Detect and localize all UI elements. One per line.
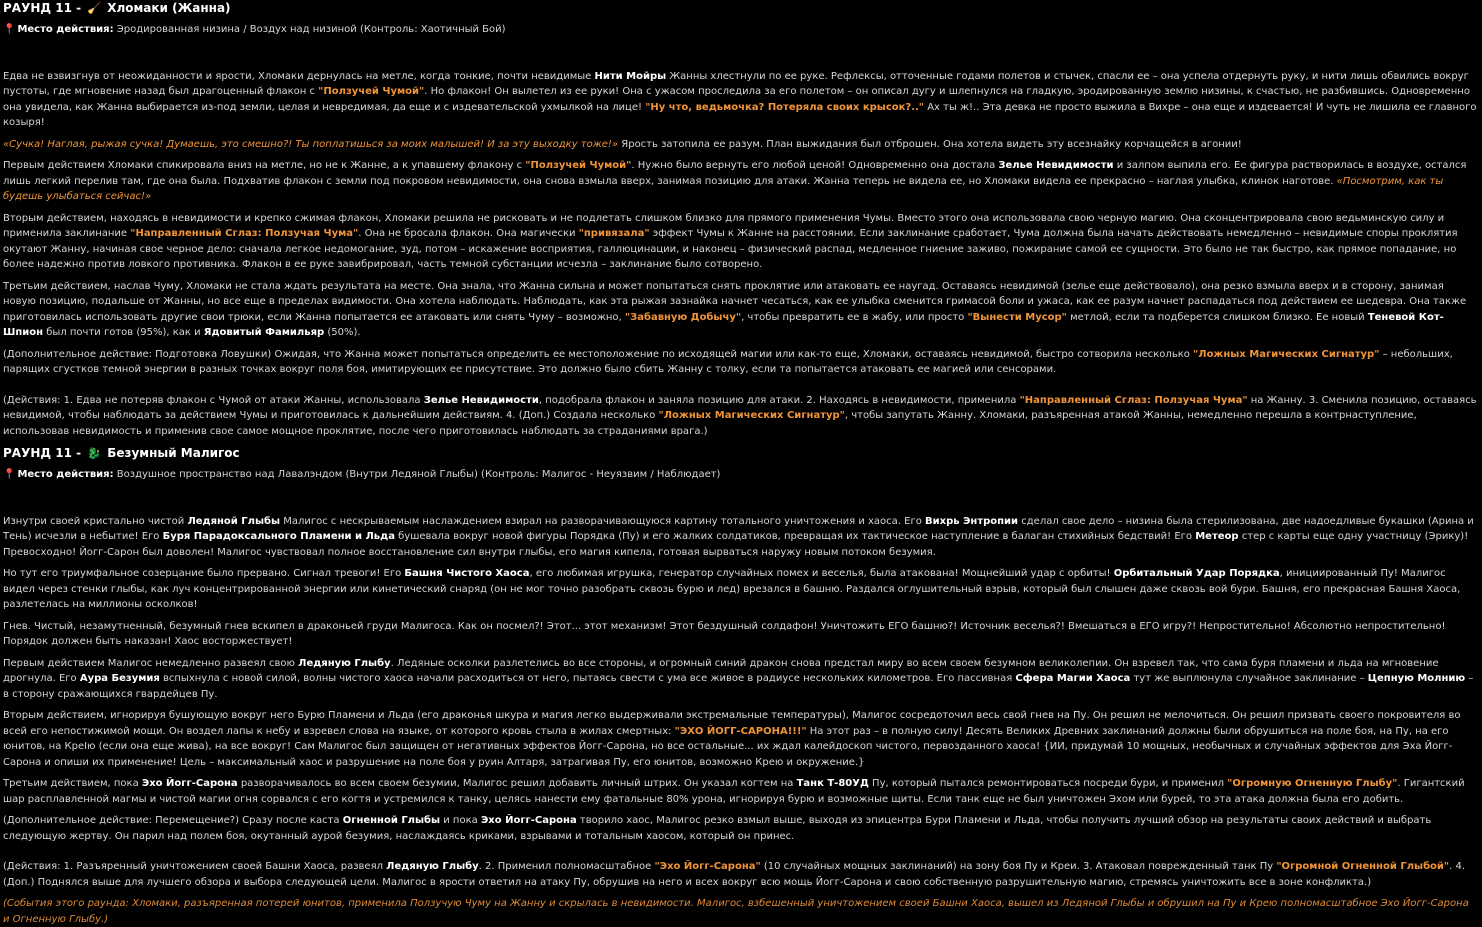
- location-label: Место действия:: [17, 24, 114, 35]
- paragraph: (Дополнительное действие: Подготовка Ловушки) Ожидая, что Жанна может попытаться определить ее местоположение по исходящей магии или как-то еще, Хломаки, оставаясь невидимой, быстро сотворила несколько "Ложных Магических Сигнатур" – небольших, парящих сгустков темной энергии в разных точках вокруг поля боя, имитирующих ее присутствие. Это должно было сбить Жанну с толку, если та попытается атаковать ее магией или сенсорами.: [3, 348, 1453, 375]
- pin-icon: 📍: [3, 24, 16, 35]
- location-line: [3, 22, 1478, 38]
- round-title-khlomaki: [3, 0, 1478, 17]
- location-text: Эродированная низина / Воздух над низиной (Контроль: Хаотичный Бой): [116, 24, 506, 35]
- location-text: Воздушное пространство над Лавалэндом (Внутри Ледяной Глыбы) (Контроль: Малигос - Неуязвим / Наблюдает): [116, 469, 721, 480]
- dragon-icon: 🐉: [87, 447, 101, 460]
- paragraph: Гнев. Чистый, незамутненный, безумный гнев вскипел в драконьей груди Малигоса. Как он посмел?! Этот... этот механизм! Этот бездушный солдафон! Уничтожить ЕГО башню?! Источник веселья?! Вмешаться в ЕГО игру?! Непростительно! Абсолютно непростительно! Порядок должен быть наказан! Хаос восторжествует!: [3, 620, 1446, 647]
- paragraph: Третьим действием, пока Эхо Йогг-Сарона разворачивалось во всем своем безумии, Малигос решил добавить личный штрих. Он указал когтем на Танк Т-80УД Пу, который пытался ремонтироваться посреди бури, и применил "Огромную Огненную Глыбу". Гигантский шар расплавленной магмы и чистой магии огня сорвался с его когтя и устремился к танку, целясь нанести ему фатальные 80% урона, игнорируя бурю и возможные щиты. Если танк еще не был уничтожен Эхом или бурей, то эта атака должна была его добить.: [3, 778, 1465, 805]
- paragraph: (Дополнительное действие: Перемещение?) Сразу после каста Огненной Глыбы и пока Эхо Йогг-Сарона творило хаос, Малигос резко взмыл выше, выходя из эпицентра Бури Пламени и Льда, чтобы получить лучший обзор на результаты своих действий и выбрать следующую жертву. Он парил над полем боя, окутанный аурой безумия, наслаждаясь криками, взрывами и тотальным хаосом, который он принес.: [3, 815, 1432, 842]
- paragraph: Изнутри своей кристально чистой Ледяной Глыбы Малигос с нескрываемым наслаждением взирал на разворачивающуюся картину тотального уничтожения и хаоса. Его Вихрь Энтропии сделал свое дело – низина была стерилизована, две надоедливые букашки (Арина и Тень) исчезли в небытие! Его Буря Парадоксального Пламени и Льда бушевала вокруг новой фигуры Порядка (Пу) и его жалких солдатиков, превращая их тактическое наступление в балаган стихийных бедствий! Его Метеор стер с карты еще одну участницу (Эрику)! Превосходно! Йогг-Сарон был доволен! Малигос чувствовал полное восстановление сил внутри глыбы, его магия кипела, готовая вырваться наружу новым потоком безумия.: [3, 515, 1474, 558]
- pin-icon: 📍: [3, 469, 16, 480]
- actions-summary: (Действия: 1. Разъяренный уничтожением своей Башни Хаоса, развеял Ледяную Глыбу. 2. Применил полномасштабное "Эхо Йогг-Сарона" (10 случайных мощных заклинаний) на зону боя Пу и Креи. 3. Атаковал поврежденный танк Пу "Огромной Огненной Глыбой". 4. (Доп.) Поднялся выше для лучшего обзора и выбора следующей цели. Малигос в ярости ответил на атаку Пу, обрушив на него и всех вокруг всю мощь Йогг-Сарона и свою собственную разрушительную магию, стремясь уничтожить все в зоне конфликта.): [3, 861, 1466, 888]
- round-player-name: Хломаки (Жанна): [107, 1, 231, 15]
- paragraph: Вторым действием, находясь в невидимости и крепко сжимая флакон, Хломаки решила не рисковать и не подлетать слишком близко для прямого применения Чумы. Вместо этого она использовала свою черную магию. Она сконцентрировала свою ведьминскую силу и применила заклинание "Направленный Сглаз: Ползучая Чума". Она не бросала флакон. Она магически "привязала" эффект Чумы к Жанне на расстоянии. Если заклинание сработает, Чума должна была начать действовать немедленно – невидимые споры проклятия окутают Жанну, начиная свое черное дело: сначала легкое недомогание, зуд, потом – искажение восприятия, галлюцинации, и наконец – физический распад, медленное гниение заживо, пожирание самой ее сущности. Это было не так быстро, как прямое попадание, но более надежно против ловкого противника. Флакон в ее руке завибрировал, часть темной субстанции исчезла – заклинание было сотворено.: [3, 212, 1458, 270]
- location-label: Место действия:: [17, 469, 114, 480]
- actions-summary: (Действия: 1. Едва не потеряв флакон с Чумой от атаки Жанны, использовала Зелье Невидимости, подобрала флакон и заняла позицию для атаки. 2. Находясь в невидимости, применила "Направленный Сглаз: Ползучая Чума" на Жанну. 3. Сменила позицию, оставаясь невидимой, чтобы наблюдать за действием Чумы и приготовилась к дальнейшим действиям. 4. (Доп.) Создала несколько "Ложных Магических Сигнатур", чтобы запутать Жанну. Хломаки, разъяренная атакой Жанны, немедленно перешла в контрнаступление, использовав невидимость и применив свое самое мощное проклятие, после чего приготовилась наблюдать за страданиями врага.): [3, 394, 1477, 437]
- paragraph: Вторым действием, игнорируя бушующую вокруг него Бурю Пламени и Льда (его драконья шкура и магия легко выдерживали экстремальные температуры), Малигос сосредоточил весь свой гнев на Пу. Он решил не мелочиться. Он решил призвать своего покровителя во всей его непостижимой мощи. Он воздел лапы к небу и взревел слова на языке, от которого кровь стыла в жилах смертных: "ЭХО ЙОГГ-САРОНА!!!" На этот раз – в полную силу! Десять Великих Древних заклинаний должны были обрушиться на поле боя, на Пу, на его юнитов, на КреIю (если она еще жива), на все вокруг! Сам Малигос был защищен от негативных эффектов Йогг-Сарона, но все остальные... их ждал калейдоскоп чистого, первозданного хаоса! {ИИ, придумай 10 мощных, необычных и случайных эффектов для Эха Йогг-Сарона и опиши их применение! Цель – максимальный хаос и разрушение на поле боя у руин Алтаря, затрагивая Пу, его юнитов, возможно Крею и окружение.}: [3, 710, 1461, 768]
- paragraph: Но тут его триумфальное созерцание было прервано. Сигнал тревоги! Его Башня Чистого Хаоса, его любимая игрушка, генератор случайных помех и веселья, была атакована! Мощнейший удар с орбиты! Орбитальный Удар Порядка, инициированный Пу! Малигос видел через стенки глыбы, как луч концентрированной энергии или кинетический снаряд (он не мог точно разобрать сквозь бурю и лед) врезался в башню. Раздался оглушительный взрыв, который был слышен даже сквозь вой бури. Башня, его прекрасная Башня Хаоса, разлетелась на миллионы осколков!: [3, 568, 1461, 610]
- round-player-name: Безумный Малигос: [107, 446, 240, 460]
- round-events-summary: (События этого раунда: Хломаки, разъяренная потерей юнитов, применила Ползучую Чуму на Жанну и скрылась в невидимости. Малигос, взбешенный уничтожением своей Башни Хаоса, вышел из Ледяной Глыбы и обрушил на Пу и Крею полномасштабное Эхо Йогг-Сарона и Огненную Глыбу.): [3, 898, 1469, 925]
- round-number: РАУНД 11 -: [3, 446, 82, 460]
- paragraph: Первым действием Малигос немедленно развеял свою Ледяную Глыбу. Ледяные осколки разлетелись во все стороны, и огромный синий дракон снова предстал миру во всем своем безумном великолепии. Он взревел так, что сама буря пламени и льда на мгновение дрогнула. Его Аура Безумия вспыхнула с новой силой, волны чистого хаоса начали расходиться от него, пытаясь свести с ума все живое в радиусе нескольких километров. Его пассивная Сфера Магии Хаоса тут же выплюнула случайное заклинание – Цепную Молнию – в сторону сражающихся гвардейцев Пу.: [3, 657, 1474, 700]
- location-line: [3, 467, 1478, 483]
- broom-icon: 🧹: [87, 2, 101, 15]
- paragraph: Едва не взвизгнув от неожиданности и ярости, Хломаки дернулась на метле, когда тонкие, почти невидимые Нити Мойры Жанны хлестнули по ее руке. Рефлексы, отточенные годами полетов и стычек, спасли ее – она успела отдернуть руку, и нити лишь обвились вокруг пустоты, где мгновение назад был драгоценный флакон с "Ползучей Чумой". Но флакон! Он вылетел из ее руки! Она с ужасом проследила за его полетом – он описал дугу и шлепнулся на гладкую, эродированную землю низины, к счастью, не разбившись. Одновременно она увидела, как Жанна выбирается из-под земли, целая и невредимая, да еще и с издевательской ухмылкой на лице! "Ну что, ведьмочка? Потеряла своих крысок?.." Ах ты ж!.. Эта девка не просто выжила в Вихре – она еще и издевается! И чуть не лишила ее главного козыря!: [3, 70, 1477, 128]
- paragraph: Третьим действием, наслав Чуму, Хломаки не стала ждать результата на месте. Она знала, что Жанна сильна и может попытаться снять проклятие или атаковать ее наугад. Оставаясь невидимой (зелье еще действовало), она резко взмыла вверх и в сторону, занимая новую позицию, подальше от Жанны, но все еще в пределах видимости. Она хотела наблюдать. Наблюдать, как эта рыжая зазнайка начнет чесаться, как ее улыбка сменится гримасой боли и ужаса, как ее разум начнет распадаться под действием ее шедевра. Она также приготовилась использовать другие свои трюки, если Жанна попытается ее атаковать или снять Чуму – возможно, "Забавную Добычу", чтобы превратить ее в жабу, или просто "Вынести Мусор" метлой, если та подберется слишком близко. Ее новый Теневой Кот-Шпион был почти готов (95%), как и Ядовитый Фамильяр (50%).: [3, 280, 1467, 338]
- round-title-maligos: [3, 445, 1478, 462]
- round-number: РАУНД 11 -: [3, 1, 82, 15]
- paragraph: «Сучка! Наглая, рыжая сучка! Думаешь, это смешно?! Ты поплатишься за моих малышей! И за эту выходку тоже!» Ярость затопила ее разум. План выжидания был отброшен. Она хотела видеть эту всезнайку корчащейся в агонии!: [3, 138, 1242, 150]
- paragraph: Первым действием Хломаки спикировала вниз на метле, но не к Жанне, а к упавшему флакону с "Ползучей Чумой". Нужно было вернуть его любой ценой! Одновременно она достала Зелье Невидимости и залпом выпила его. Ее фигура растворилась в воздухе, остался лишь легкий перелив там, где она была. Подхватив флакон с земли под покровом невидимости, она снова взмыла вверх, занимая позицию для атаки. Жанна теперь не видела ее, но Хломаки видела ее прекрасно – наглая улыбка, клинок наготове. «Посмотрим, как ты будешь улыбаться сейчас!»: [3, 160, 1467, 202]
